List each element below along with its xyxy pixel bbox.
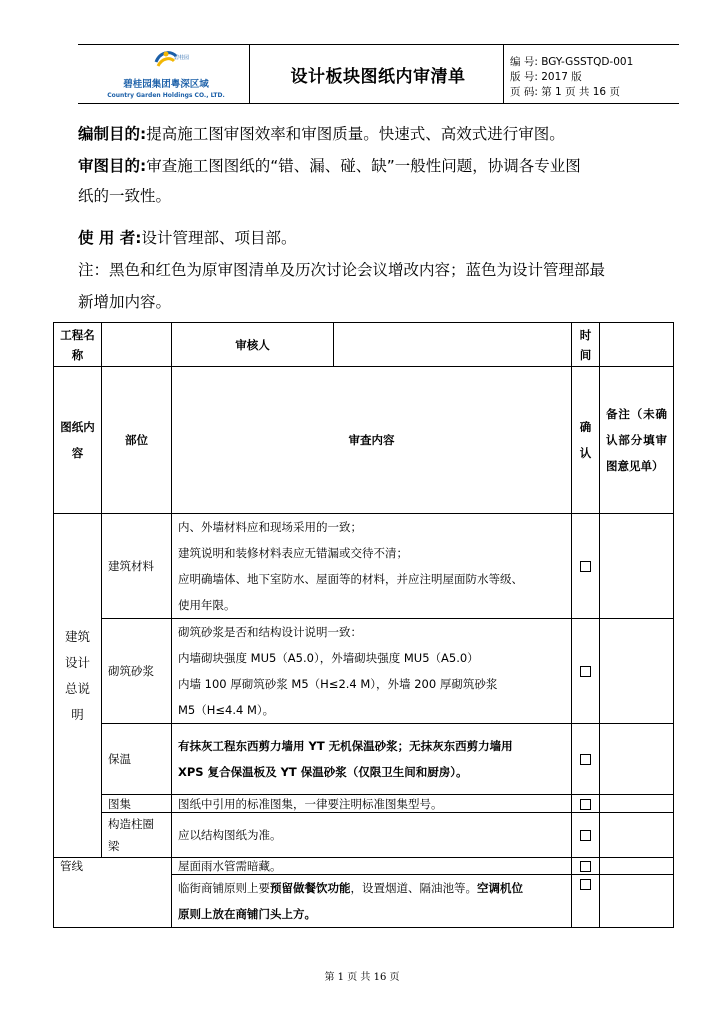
review-text-1: 审查施工图图纸的“错、漏、碰、缺”一般性问题，协调各专业图 [146, 157, 581, 175]
review-line: 使用年限。 [178, 598, 236, 612]
review-line-1 [78, 154, 581, 176]
pipe-text-a: 临街商铺原则上要 [178, 881, 270, 895]
confirm-cell [572, 795, 600, 813]
confirm-checkbox[interactable] [580, 561, 591, 572]
table-row [54, 514, 674, 619]
part-cell: 砌筑砂浆 [102, 619, 172, 724]
review-checklist-table [53, 322, 674, 928]
document-code: 编 号: BGY-GSSTQD-001 [510, 56, 634, 68]
logo-mark-text: 碧桂园 [174, 55, 190, 61]
purpose-text: 提高施工图审图效率和审图质量。快速式、高效式进行审图。 [146, 125, 565, 143]
user-line [78, 226, 297, 248]
review-line: 有抹灰工程东西剪力墙用 YT 无机保温砂浆；无抹灰东西剪力墙用 [178, 739, 513, 753]
drawing-content-header: 图纸内容 [54, 367, 102, 514]
review-line: 内、外墙材料应和现场采用的一致； [178, 520, 362, 534]
confirm-cell [572, 514, 600, 619]
note-line-1: 注：黑色和红色为原审图清单及历次讨论会议增改内容；蓝色为设计管理部最 [78, 261, 606, 279]
review-line: 内墙砌块强度 MU5（A5.0），外墙砌块强度 MU5（A5.0） [178, 651, 479, 665]
part-cell: 建筑材料 [102, 514, 172, 619]
remark-cell[interactable] [600, 619, 674, 724]
header-divider-left [249, 44, 250, 104]
review-content-cell: 屋面雨水管需暗藏。 [172, 858, 572, 875]
table-row [54, 813, 674, 858]
table-header-row-2 [54, 367, 674, 514]
confirm-cell [572, 619, 600, 724]
review-content-cell [172, 875, 572, 928]
page-footer: 第 1 页 共 16 页 [324, 972, 400, 983]
table-row [54, 724, 674, 795]
group-label-text: 建筑设计总说明 [64, 629, 90, 722]
header-bottom-rule [78, 103, 679, 104]
confirm-checkbox[interactable] [580, 754, 591, 765]
time-header: 时间 [572, 323, 600, 367]
remark-cell[interactable] [600, 858, 674, 875]
confirm-cell [572, 813, 600, 858]
company-logo [96, 48, 236, 100]
part-header: 部位 [102, 367, 172, 514]
review-label: 审图目的: [78, 157, 147, 175]
project-name-value[interactable] [102, 323, 172, 367]
review-line: 内墙 100 厚砌筑砂浆 M5（H≤2.4 M），外墙 200 厚砌筑砂浆 [178, 677, 498, 691]
review-content-cell [172, 514, 572, 619]
header-top-rule [78, 44, 679, 45]
remark-cell[interactable] [600, 813, 674, 858]
pipe-text-d: 空调机位 [477, 881, 523, 895]
review-content-cell: 图纸中引用的标准图集，一律要注明标准图集型号。 [172, 795, 572, 813]
confirm-cell [572, 875, 600, 928]
confirm-checkbox[interactable] [580, 861, 591, 872]
confirm-checkbox[interactable] [580, 666, 591, 677]
review-line: 建筑说明和装修材料表应无错漏或交待不清； [178, 546, 408, 560]
project-name-header: 工程名称 [54, 323, 102, 367]
table-row [54, 875, 674, 928]
time-value[interactable] [600, 323, 674, 367]
remark-cell[interactable] [600, 514, 674, 619]
logo-company-name-cn: 碧桂园集团粤深区域 [123, 79, 209, 90]
review-line: XPS 复合保温板及 YT 保温砂浆（仅限卫生间和厨房）。 [178, 765, 468, 779]
confirm-checkbox[interactable] [580, 830, 591, 841]
user-text: 设计管理部、项目部。 [141, 229, 297, 247]
document-page-info: 页 码: 第 1 页 共 16 页 [510, 86, 620, 98]
confirm-checkbox[interactable] [580, 879, 591, 890]
pipe-text-e: 原则上放在商铺门头上方。 [178, 907, 316, 921]
document-title: 设计板块图纸内审清单 [290, 67, 466, 87]
part-cell: 图集 [102, 795, 172, 813]
review-content-cell [172, 724, 572, 795]
reviewer-header: 审核人 [172, 323, 334, 367]
remark-cell[interactable] [600, 875, 674, 928]
pipe-text-b: 预留做餐饮功能 [270, 881, 351, 895]
confirm-cell [572, 724, 600, 795]
table-row [54, 858, 674, 875]
user-label: 使 用 者: [78, 229, 142, 247]
part-cell: 保温 [102, 724, 172, 795]
reviewer-value[interactable] [334, 323, 572, 367]
table-header-row-1 [54, 323, 674, 367]
review-line: 应明确墙体、地下室防水、屋面等的材料，并应注明屋面防水等级、 [178, 572, 523, 586]
pipe-group-label: 管线 [54, 858, 172, 875]
logo-company-name-en: Country Garden Holdings CO., LTD. [107, 92, 225, 99]
review-line: M5（H≤4.4 M）。 [178, 703, 275, 717]
confirm-cell [572, 858, 600, 875]
table-row [54, 619, 674, 724]
review-content-cell [172, 619, 572, 724]
table-row [54, 795, 674, 813]
pipe-text-c: ，设置烟道、隔油池等。 [350, 881, 477, 895]
purpose-line [78, 122, 565, 144]
confirm-header: 确认 [572, 367, 600, 514]
remark-cell[interactable] [600, 724, 674, 795]
note-line-2: 新增加内容。 [78, 293, 172, 311]
remark-header: 备注（未确认部分填审图意见单） [600, 367, 674, 514]
review-content-header: 审查内容 [172, 367, 572, 514]
pipe-group-continuation [54, 875, 172, 928]
part-cell: 构造柱圈梁 [102, 813, 172, 858]
header-divider-right [503, 44, 504, 104]
group-label-architecture [54, 514, 102, 858]
review-line: 砌筑砂浆是否和结构设计说明一致： [178, 625, 362, 639]
document-version: 版 号: 2017 版 [510, 71, 582, 83]
review-content-cell: 应以结构图纸为准。 [172, 813, 572, 858]
logo-mark-icon [152, 48, 190, 72]
remark-cell[interactable] [600, 795, 674, 813]
confirm-checkbox[interactable] [580, 799, 591, 810]
purpose-label: 编制目的: [78, 125, 147, 143]
review-text-2: 纸的一致性。 [78, 187, 172, 205]
